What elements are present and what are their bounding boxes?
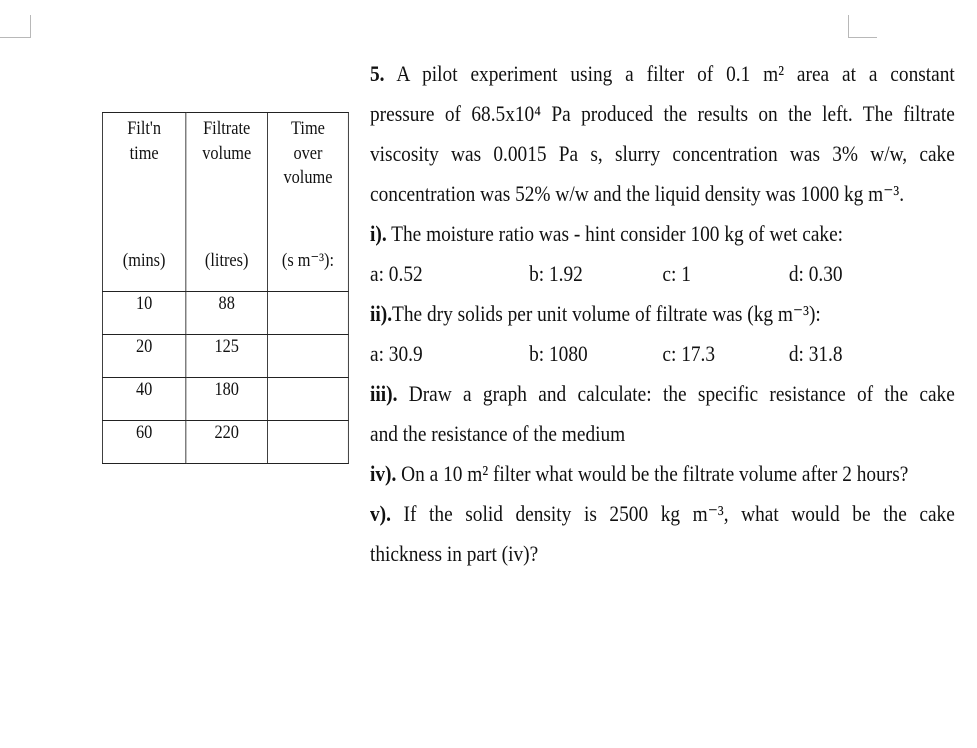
part-iv-prompt: iv). On a 10 m² filter what would be the filtrate volume after 2 hours?	[370, 461, 909, 486]
part-iv-label: iv).	[370, 461, 397, 486]
part-ii-label: ii).	[370, 301, 393, 326]
cell-time-over-volume	[268, 421, 349, 464]
option-b: b: 1.92	[529, 261, 583, 286]
header-text: over	[293, 142, 323, 164]
cell-time-over-volume	[268, 335, 349, 378]
table-row	[102, 292, 348, 335]
table-header-row	[102, 113, 348, 292]
header-text: volume	[202, 142, 252, 164]
part-i-prompt: i). The moisture ratio was - hint consider 100 kg of wet cake:	[370, 221, 844, 246]
option-c: c: 17.3	[662, 341, 716, 366]
part-v-prompt-cont: thickness in part (iv)?	[370, 541, 539, 566]
filtration-data-table	[102, 112, 349, 464]
cell-volume: 125	[186, 335, 268, 378]
header-unit: (litres)	[204, 250, 249, 271]
page-corner-mark-right	[848, 15, 877, 38]
header-filtration-time	[102, 113, 185, 292]
cell-time-over-volume	[268, 292, 349, 335]
header-text: Filtrate	[203, 118, 251, 139]
header-time-over-volume	[268, 113, 349, 292]
header-text: Time	[291, 118, 325, 139]
option-c: c: 1	[662, 261, 691, 286]
table-row	[102, 378, 348, 421]
cell-volume: 88	[186, 292, 268, 335]
question-5	[370, 54, 955, 574]
header-text: Filt'n	[127, 118, 162, 139]
part-ii-prompt: ii).The dry solids per unit volume of filtrate was (kg m⁻³):	[370, 301, 821, 326]
header-unit: (mins)	[122, 250, 166, 271]
question-number: 5.	[370, 61, 385, 86]
option-a: a: 0.52	[370, 261, 423, 286]
header-text: volume	[283, 167, 333, 189]
header-unit: (s m⁻³):	[281, 250, 335, 271]
cell-time: 20	[102, 335, 185, 378]
part-iii-label: iii).	[370, 381, 398, 406]
table-row	[102, 335, 348, 378]
cell-volume: 180	[186, 378, 268, 421]
header-filtrate-volume	[186, 113, 268, 292]
question-intro-line: pressure of 68.5x10⁴ Pa produced the results on the left. The filtrate	[370, 101, 955, 126]
table-row	[102, 421, 348, 464]
option-a: a: 30.9	[370, 341, 423, 366]
cell-time: 40	[102, 378, 185, 421]
option-d: d: 0.30	[788, 261, 843, 286]
option-d: d: 31.8	[788, 341, 843, 366]
question-intro-line: concentration was 52% w/w and the liquid density was 1000 kg m⁻³.	[370, 181, 905, 206]
part-v-prompt: v). If the solid density is 2500 kg m⁻³, what would be the cake	[370, 501, 955, 526]
option-b: b: 1080	[529, 341, 588, 366]
part-iii-prompt-cont: and the resistance of the medium	[370, 421, 626, 446]
cell-time: 10	[102, 292, 185, 335]
part-i-label: i).	[370, 221, 387, 246]
cell-time: 60	[102, 421, 185, 464]
question-intro-line: 5. A pilot experiment using a filter of 0.1 m² area at a constant	[370, 61, 955, 86]
cell-volume: 220	[186, 421, 268, 464]
part-iii-prompt: iii). Draw a graph and calculate: the specific resistance of the cake	[370, 381, 955, 406]
part-v-label: v).	[370, 501, 391, 526]
question-intro-line: viscosity was 0.0015 Pa s, slurry concentration was 3% w/w, cake	[370, 141, 955, 166]
page-corner-mark-left	[0, 15, 31, 38]
cell-time-over-volume	[268, 378, 349, 421]
part-i-options	[370, 254, 955, 294]
part-ii-options	[370, 334, 955, 374]
header-text: time	[129, 142, 159, 164]
